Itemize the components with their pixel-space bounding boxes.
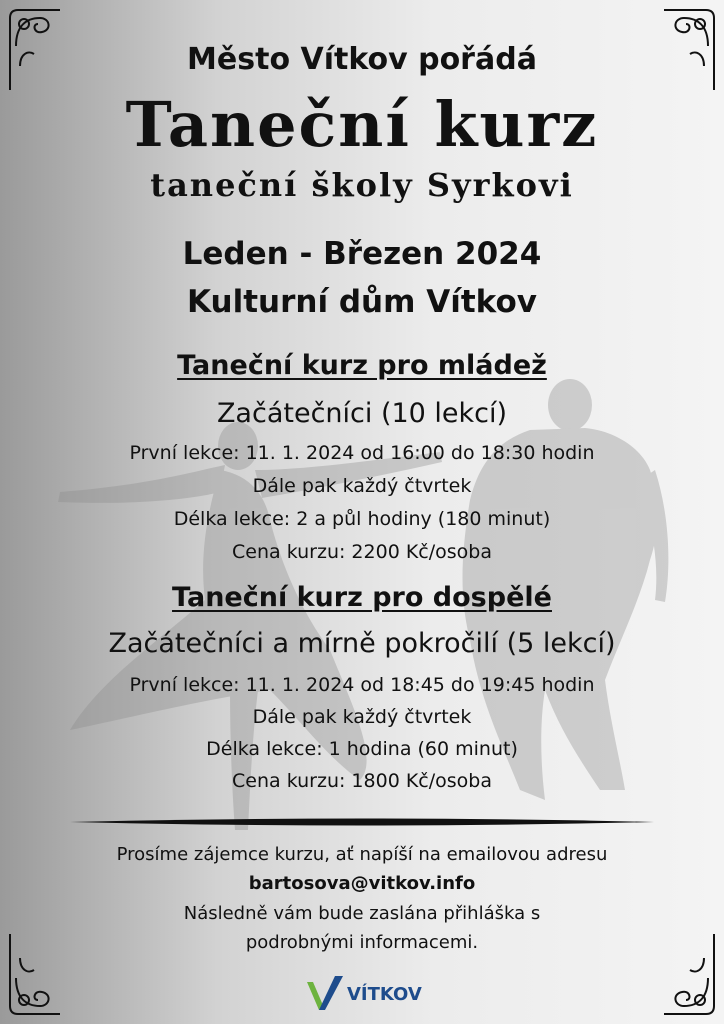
course-youth-duration: Délka lekce: 2 a půl hodiny (180 minut) (173, 508, 551, 530)
contact-email[interactable]: bartosova@vitkov.info (248, 873, 476, 894)
course-youth-repeat: Dále pak každý čtvrtek (252, 475, 472, 497)
course-youth-price: Cena kurzu: 2200 Kč/osoba (232, 541, 492, 563)
course-adult-heading: Taneční kurz pro dospělé (172, 582, 552, 613)
poster-subtitle: taneční školy Syrkovi (150, 166, 574, 204)
course-adult-level: Začátečníci a mírně pokročilí (5 lekcí) (108, 628, 616, 659)
contact-application-note: Následně vám bude zaslána přihláška s (183, 903, 541, 924)
event-dates: Leden - Březen 2024 (182, 236, 542, 272)
contact-details-note: podrobnými informacemi. (245, 932, 479, 953)
event-venue: Kulturní dům Vítkov (187, 284, 537, 320)
course-youth-heading: Taneční kurz pro mládež (177, 350, 547, 381)
organizer-intro: Město Vítkov pořádá (187, 42, 537, 77)
vitkov-logo (305, 972, 425, 1016)
poster-title: Taneční kurz (125, 88, 599, 161)
vitkov-logo-icon (305, 972, 345, 1016)
contact-request: Prosíme zájemce kurzu, ať napíší na emailovou adresu (116, 844, 608, 865)
divider (70, 817, 654, 827)
course-youth-level: Začátečníci (10 lekcí) (216, 398, 508, 429)
course-youth-first-lesson: První lekce: 11. 1. 2024 od 16:00 do 18:30 hodin (129, 442, 595, 464)
course-adult-price: Cena kurzu: 1800 Kč/osoba (232, 770, 492, 792)
course-adult-duration: Délka lekce: 1 hodina (60 minut) (206, 738, 518, 760)
course-adult-first-lesson: První lekce: 11. 1. 2024 od 18:45 do 19:45 hodin (129, 674, 595, 696)
vitkov-logo-text: VÍTKOV (347, 984, 422, 1005)
course-adult-repeat: Dále pak každý čtvrtek (252, 706, 472, 728)
